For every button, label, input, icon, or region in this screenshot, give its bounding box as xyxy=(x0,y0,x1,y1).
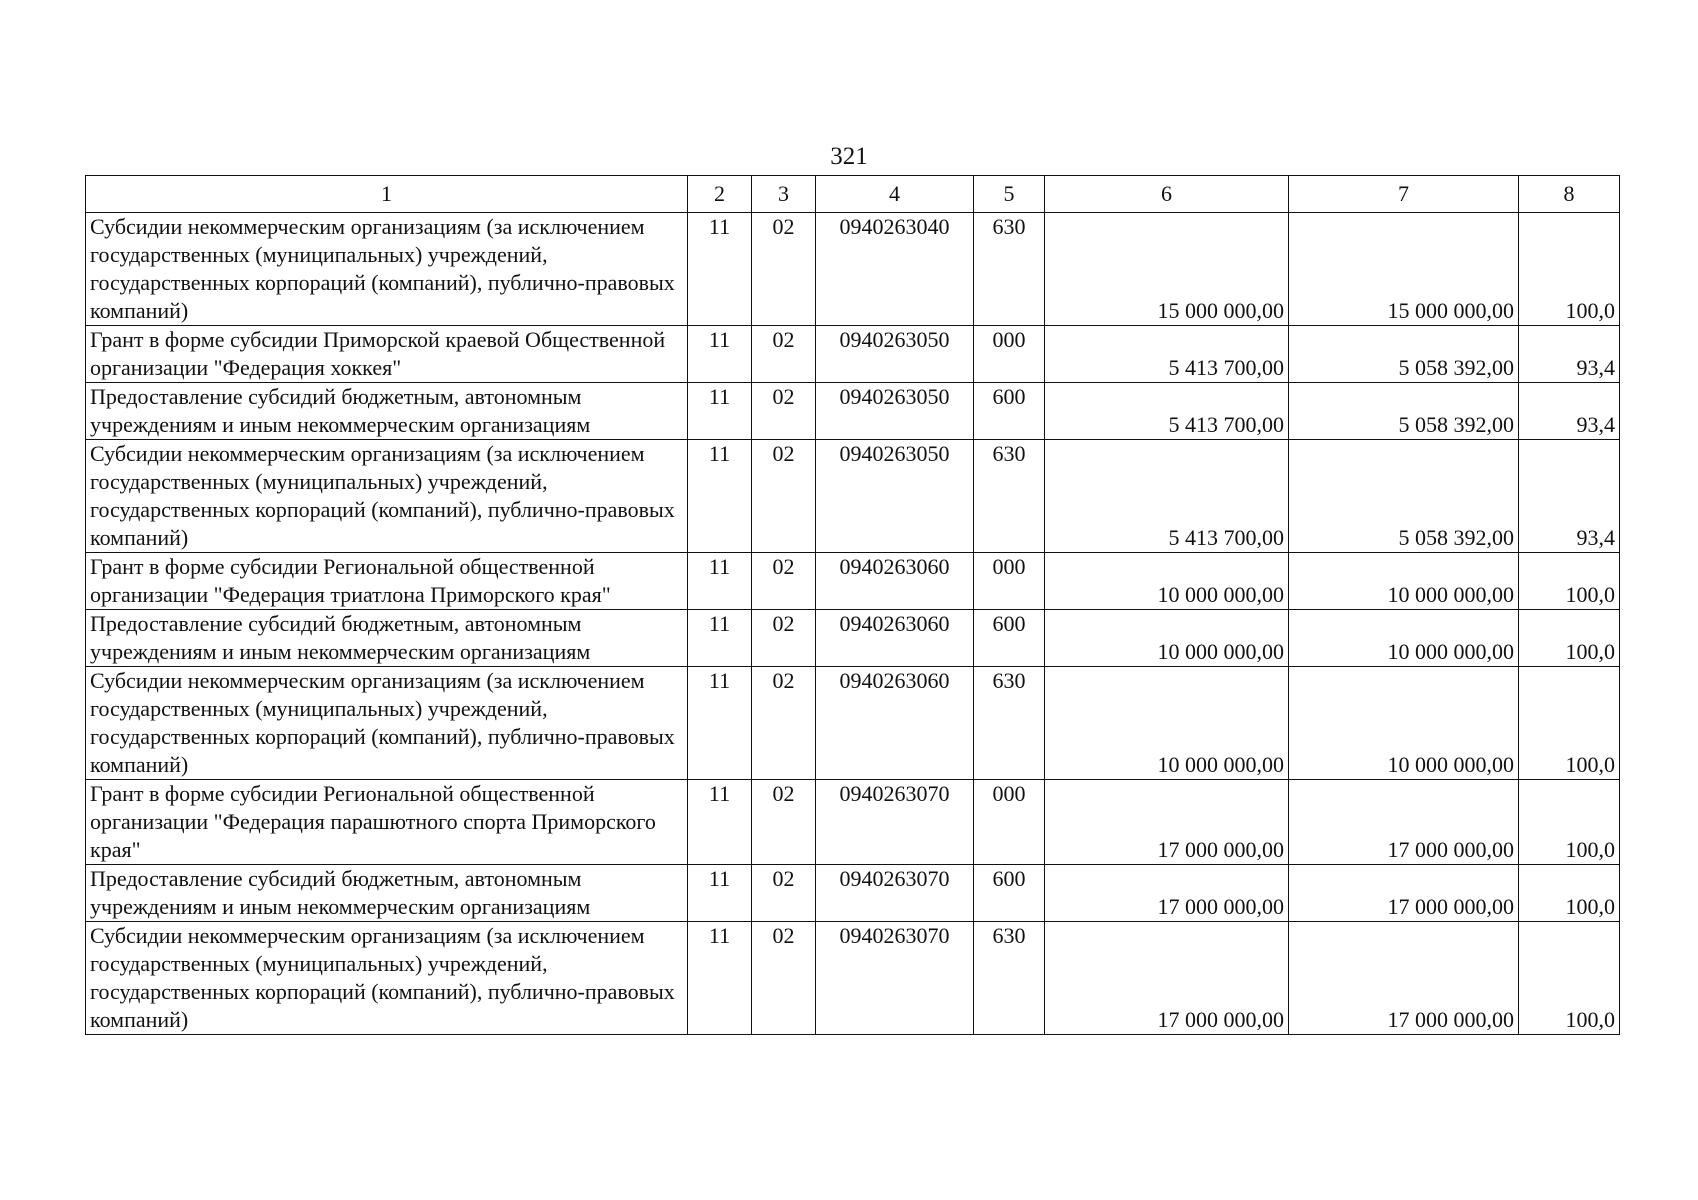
section-code: 11 xyxy=(688,610,752,667)
target-article-code: 0940263050 xyxy=(816,440,974,553)
target-article-code: 0940263060 xyxy=(816,610,974,667)
expense-type-code: 600 xyxy=(974,383,1045,440)
planned-amount: 5 413 700,00 xyxy=(1045,383,1289,440)
row-name: Грант в форме субсидии Приморской краевой Общественной организации "Федерация хоккея" xyxy=(86,326,688,383)
row-name: Субсидии некоммерческим организациям (за исключением государственных (муниципальных) учреждений, государственных корпораций (компаний), публично-правовых компаний) xyxy=(86,440,688,553)
planned-amount: 15 000 000,00 xyxy=(1045,213,1289,326)
column-header-4: 4 xyxy=(816,176,974,213)
execution-percent: 100,0 xyxy=(1519,780,1620,865)
expense-type-code: 600 xyxy=(974,865,1045,922)
table-row xyxy=(86,440,1620,553)
target-article-code: 0940263070 xyxy=(816,780,974,865)
section-code: 11 xyxy=(688,553,752,610)
execution-percent: 100,0 xyxy=(1519,213,1620,326)
section-code: 11 xyxy=(688,667,752,780)
planned-amount: 10 000 000,00 xyxy=(1045,553,1289,610)
expense-type-code: 630 xyxy=(974,667,1045,780)
expense-type-code: 630 xyxy=(974,213,1045,326)
expense-type-code: 000 xyxy=(974,553,1045,610)
subsection-code: 02 xyxy=(752,667,816,780)
table-row xyxy=(86,610,1620,667)
actual-amount: 10 000 000,00 xyxy=(1289,610,1519,667)
execution-percent: 93,4 xyxy=(1519,440,1620,553)
target-article-code: 0940263070 xyxy=(816,865,974,922)
subsection-code: 02 xyxy=(752,440,816,553)
subsection-code: 02 xyxy=(752,326,816,383)
section-code: 11 xyxy=(688,780,752,865)
actual-amount: 10 000 000,00 xyxy=(1289,553,1519,610)
section-code: 11 xyxy=(688,922,752,1035)
target-article-code: 0940263050 xyxy=(816,383,974,440)
planned-amount: 10 000 000,00 xyxy=(1045,610,1289,667)
column-header-1: 1 xyxy=(86,176,688,213)
actual-amount: 15 000 000,00 xyxy=(1289,213,1519,326)
expense-type-code: 600 xyxy=(974,610,1045,667)
actual-amount: 5 058 392,00 xyxy=(1289,440,1519,553)
subsection-code: 02 xyxy=(752,213,816,326)
execution-percent: 93,4 xyxy=(1519,326,1620,383)
expense-type-code: 630 xyxy=(974,440,1045,553)
actual-amount: 17 000 000,00 xyxy=(1289,922,1519,1035)
subsection-code: 02 xyxy=(752,553,816,610)
table-row xyxy=(86,383,1620,440)
section-code: 11 xyxy=(688,865,752,922)
section-code: 11 xyxy=(688,326,752,383)
execution-percent: 100,0 xyxy=(1519,865,1620,922)
planned-amount: 17 000 000,00 xyxy=(1045,922,1289,1035)
expense-type-code: 000 xyxy=(974,326,1045,383)
planned-amount: 5 413 700,00 xyxy=(1045,326,1289,383)
actual-amount: 17 000 000,00 xyxy=(1289,865,1519,922)
table-body xyxy=(86,213,1620,1035)
target-article-code: 0940263070 xyxy=(816,922,974,1035)
execution-percent: 93,4 xyxy=(1519,383,1620,440)
row-name: Предоставление субсидий бюджетным, автономным учреждениям и иным некоммерческим организациям xyxy=(86,610,688,667)
column-header-2: 2 xyxy=(688,176,752,213)
subsection-code: 02 xyxy=(752,780,816,865)
column-header-7: 7 xyxy=(1289,176,1519,213)
actual-amount: 5 058 392,00 xyxy=(1289,383,1519,440)
section-code: 11 xyxy=(688,213,752,326)
planned-amount: 17 000 000,00 xyxy=(1045,780,1289,865)
target-article-code: 0940263040 xyxy=(816,213,974,326)
actual-amount: 10 000 000,00 xyxy=(1289,667,1519,780)
column-header-8: 8 xyxy=(1519,176,1620,213)
header-row xyxy=(86,176,1620,213)
execution-percent: 100,0 xyxy=(1519,610,1620,667)
target-article-code: 0940263050 xyxy=(816,326,974,383)
row-name: Предоставление субсидий бюджетным, автономным учреждениям и иным некоммерческим организациям xyxy=(86,865,688,922)
section-code: 11 xyxy=(688,383,752,440)
execution-percent: 100,0 xyxy=(1519,667,1620,780)
planned-amount: 10 000 000,00 xyxy=(1045,667,1289,780)
row-name: Субсидии некоммерческим организациям (за исключением государственных (муниципальных) учреждений, государственных корпораций (компаний), публично-правовых компаний) xyxy=(86,922,688,1035)
column-header-3: 3 xyxy=(752,176,816,213)
row-name: Предоставление субсидий бюджетным, автономным учреждениям и иным некоммерческим организациям xyxy=(86,383,688,440)
column-header-5: 5 xyxy=(974,176,1045,213)
row-name: Грант в форме субсидии Региональной общественной организации "Федерация триатлона Приморского края" xyxy=(86,553,688,610)
table-row xyxy=(86,667,1620,780)
target-article-code: 0940263060 xyxy=(816,667,974,780)
table-header xyxy=(86,176,1620,213)
subsection-code: 02 xyxy=(752,610,816,667)
actual-amount: 17 000 000,00 xyxy=(1289,780,1519,865)
subsection-code: 02 xyxy=(752,383,816,440)
budget-table xyxy=(85,175,1620,1035)
execution-percent: 100,0 xyxy=(1519,922,1620,1035)
column-header-6: 6 xyxy=(1045,176,1289,213)
section-code: 11 xyxy=(688,440,752,553)
table-row xyxy=(86,326,1620,383)
table-row xyxy=(86,922,1620,1035)
row-name: Грант в форме субсидии Региональной общественной организации "Федерация парашютного спорта Приморского края" xyxy=(86,780,688,865)
table-row xyxy=(86,213,1620,326)
target-article-code: 0940263060 xyxy=(816,553,974,610)
planned-amount: 5 413 700,00 xyxy=(1045,440,1289,553)
row-name: Субсидии некоммерческим организациям (за исключением государственных (муниципальных) учреждений, государственных корпораций (компаний), публично-правовых компаний) xyxy=(86,667,688,780)
table-row xyxy=(86,553,1620,610)
page-number: 321 xyxy=(830,143,868,170)
expense-type-code: 630 xyxy=(974,922,1045,1035)
subsection-code: 02 xyxy=(752,922,816,1035)
row-name: Субсидии некоммерческим организациям (за исключением государственных (муниципальных) учреждений, государственных корпораций (компаний), публично-правовых компаний) xyxy=(86,213,688,326)
planned-amount: 17 000 000,00 xyxy=(1045,865,1289,922)
table-row xyxy=(86,780,1620,865)
table-row xyxy=(86,865,1620,922)
subsection-code: 02 xyxy=(752,865,816,922)
expense-type-code: 000 xyxy=(974,780,1045,865)
actual-amount: 5 058 392,00 xyxy=(1289,326,1519,383)
execution-percent: 100,0 xyxy=(1519,553,1620,610)
